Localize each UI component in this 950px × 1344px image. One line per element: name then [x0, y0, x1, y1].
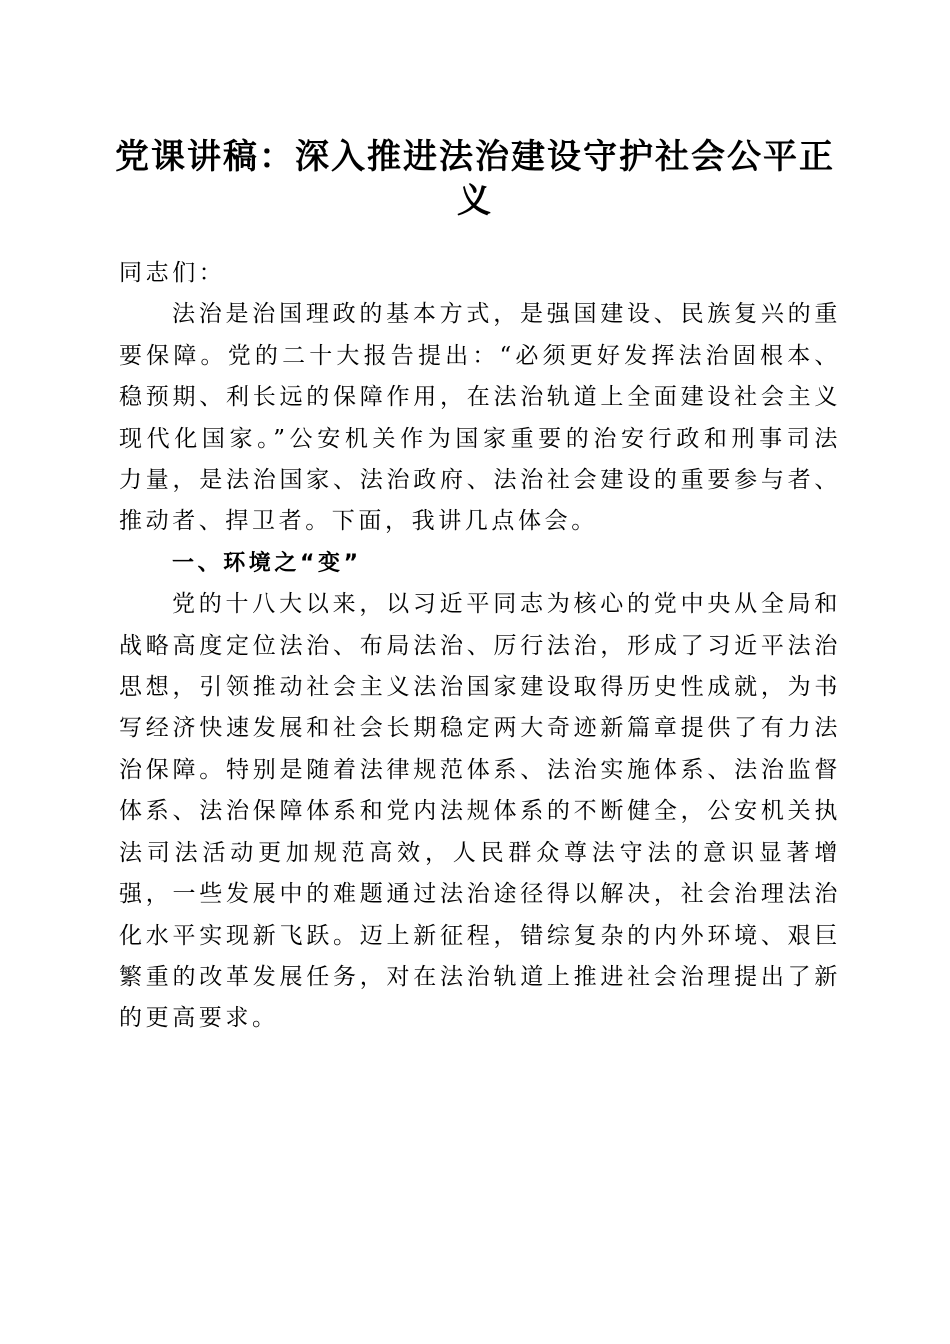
section-paragraph: 党的十八大以来，以习近平同志为核心的党中央从全局和战略高度定位法治、布局法治、厉行法治，形成了习近平法治思想，引领推动社会主义法治国家建设取得历史性成就，为书写经济快速发展和社会长期稳定两大奇迹新篇章提供了有力法治保障。特别是随着法律规范体系、法治实施体系、法治监督体系、法治保障体系和党内法规体系的不断健全，公安机关执法司法活动更加规范高效，人民群众尊法守法的意识显著增强，一些发展中的难题通过法治途径得以解决，社会治理法治化水平实现新飞跃。迈上新征程，错综复杂的内外环境、艰巨繁重的改革发展任务，对在法治轨道上推进社会治理提出了新的更高要求。 — [119, 591, 841, 1032]
section-heading: 一、环境之“变” — [172, 550, 362, 576]
document-title: 党课讲稿：深入推进法治建设守护社会公平正义 — [115, 137, 835, 221]
salutation: 同志们： — [119, 260, 226, 286]
document-body — [119, 253, 841, 1040]
intro-paragraph: 法治是治国理政的基本方式，是强国建设、民族复兴的重要保障。党的二十大报告提出：“必须更好发挥法治固根本、稳预期、利长远的保障作用，在法治轨道上全面建设社会主义现代化国家。”公安机关作为国家重要的治安行政和刑事司法力量，是法治国家、法治政府、法治社会建设的重要参与者、推动者、捍卫者。下面，我讲几点体会。 — [119, 301, 841, 535]
